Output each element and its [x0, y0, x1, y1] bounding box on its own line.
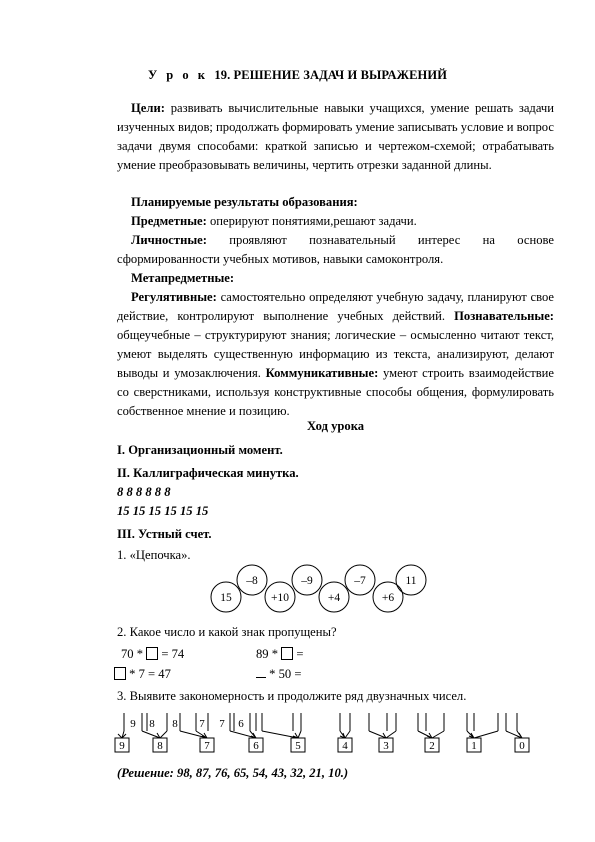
calligraphy-eights: 8 8 8 8 8 8: [117, 485, 171, 499]
chain-number: 11: [405, 575, 417, 587]
equation-part: = 74: [161, 647, 185, 661]
personal-text: проявляют познавательный интерес на основе сформированности учебных мотивов, навыки самоконтроля.: [117, 233, 554, 266]
series-box-digit: 8: [157, 740, 163, 752]
series-solution: (Решение: 98, 87, 76, 65, 54, 43, 32, 21, 10.): [117, 766, 349, 780]
series-top-digit: 7: [219, 718, 225, 730]
series-box-digit: 9: [119, 740, 125, 752]
task-missing-label: 2. Какое число и какой знак пропущены?: [117, 625, 337, 639]
section-calligraphy: II. Каллиграфическая минутка.: [117, 466, 299, 480]
subject-label: Предметные:: [131, 214, 207, 228]
chain-operation: –7: [354, 575, 366, 587]
series-top-digit: 6: [238, 718, 244, 730]
series-box-digit: 6: [253, 740, 259, 752]
course-heading: Ход урока: [306, 419, 365, 433]
series-box-digit: 5: [295, 740, 301, 752]
section-organizational: I. Организационный момент.: [117, 443, 283, 457]
chain-number: 15: [220, 592, 232, 604]
cognitive-text: общеучебные – структурируют знания; логические – осмысленно читают текст, умеют выделять существенную информацию из текста, анализируют, делают выводы и умозаключения.: [117, 328, 554, 380]
chain-operation: –8: [246, 575, 258, 587]
series-box-digit: 0: [519, 740, 525, 752]
subject-text: оперируют понятиями,решают задачи.: [209, 214, 417, 228]
series-top-digit: 8: [172, 718, 178, 730]
title-text: 19. РЕШЕНИЕ ЗАДАЧ И ВЫРАЖЕНИЙ: [214, 68, 448, 82]
section-oral-counting: III. Устный счет.: [117, 527, 212, 541]
regulative-text: самостоятельно определяют учебную задачу, планируют свое действие, контролируют выполнение учебных действий.: [117, 290, 554, 323]
title-prefix: У р о к: [147, 68, 208, 82]
series-top-digit: 8: [149, 718, 155, 730]
series-box-digit: 1: [471, 740, 477, 752]
calligraphy-fifteens: 15 15 15 15 15 15: [117, 504, 209, 518]
equation-part: 89 *: [256, 647, 279, 661]
task-series-label: 3. Выявите закономерность и продолжите ряд двузначных чисел.: [117, 689, 467, 703]
series-top-digit: 9: [130, 718, 136, 730]
series-box-digit: 4: [342, 740, 348, 752]
chain-operation: +4: [327, 592, 341, 604]
series-box-digit: 7: [204, 740, 210, 752]
series-top-digit: 7: [199, 718, 205, 730]
series-box-digit: 3: [383, 740, 389, 752]
task-chain-label: 1. «Цепочка».: [117, 548, 191, 562]
equation-part: 70 *: [121, 647, 144, 661]
communicative-text: умеют строить взаимодействие со сверстниками, используя конструктивные способы общения, формулировать собственное мнение и позицию.: [117, 366, 554, 418]
equation-part: * 7 = 47: [129, 667, 171, 681]
personal-label: Личностные:: [131, 233, 207, 247]
chain-operation: +10: [271, 592, 289, 604]
communicative-label: Коммуникативные:: [265, 366, 379, 380]
goals-text: развивать вычислительные навыки учащихся, умение решать задачи изученных видов; продолжать формировать умение записывать условие и вопрос задачи двумя способами: краткой записью и чертежом-схемой; отрабатывать умение преобразовывать величины, чертить отрезки заданной длины.: [117, 101, 554, 172]
regulative-label: Регулятивные:: [131, 290, 217, 304]
series-box-digit: 2: [429, 740, 435, 752]
planned-results-heading: Планируемые результаты образования:: [131, 195, 358, 209]
goals-label: Цели:: [131, 101, 165, 115]
cognitive-label: Познавательные:: [454, 309, 554, 323]
chain-operation: +6: [381, 592, 395, 604]
meta-heading: Метапредметные:: [131, 271, 235, 285]
chain-operation: –9: [301, 575, 313, 587]
equation-part: * 50 =: [269, 667, 302, 681]
equation-part: =: [296, 647, 304, 661]
